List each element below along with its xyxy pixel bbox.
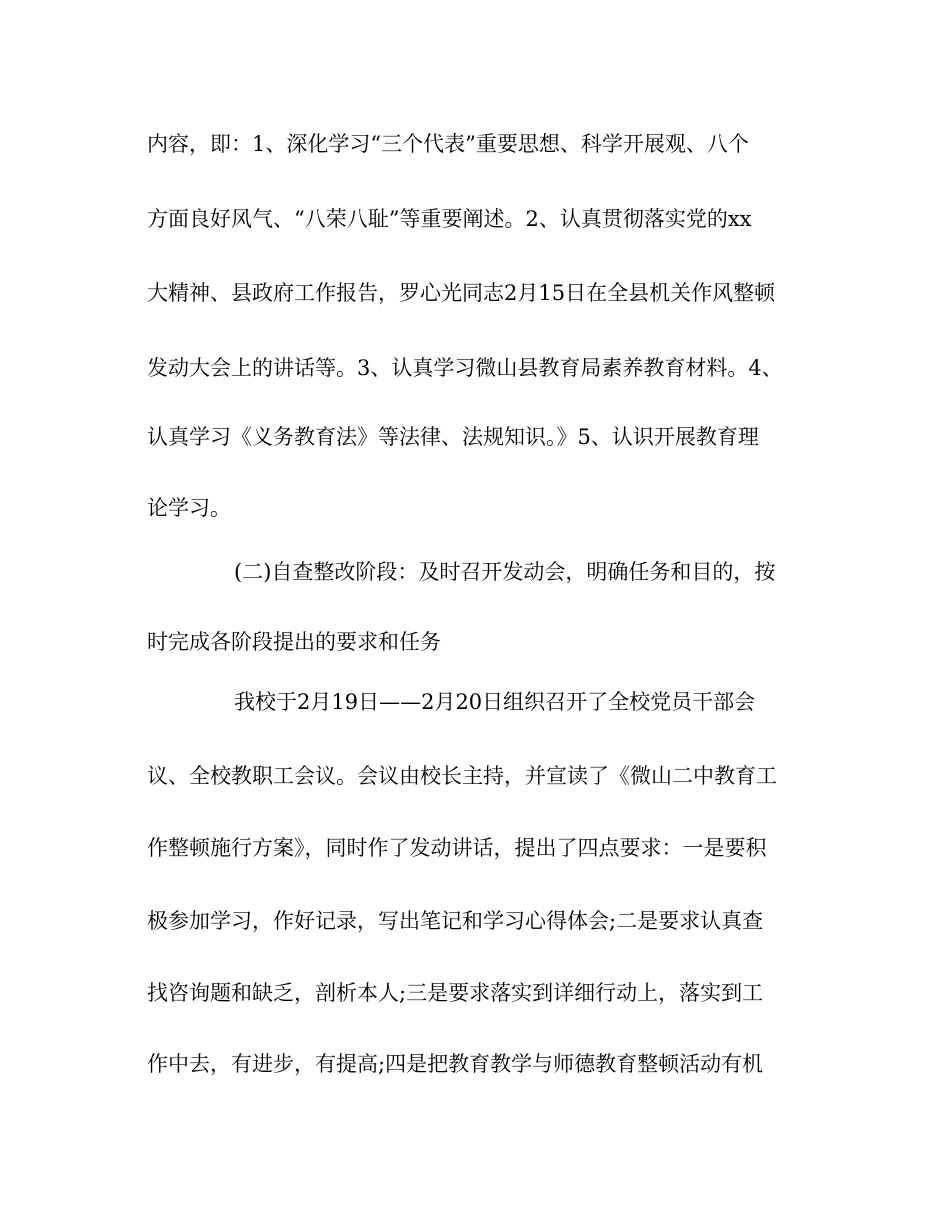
section-heading: (二)自查整改阶段：及时召开发动会，明确任务和目的，按 (234, 560, 776, 584)
paragraph-start: 我校于2月19日——2月20日组织召开了全校党员干部会 (234, 690, 756, 714)
text-line: 议、全校教职工会议。会议由校长主持，并宣读了《微山二中教育工 (147, 764, 777, 788)
text-line: 找咨询题和缺乏，剖析本人;三是要求落实到详细行动上，落实到工 (147, 981, 764, 1005)
text-line: 方面良好风气、“八荣八耻”等重要阐述。2、认真贯彻落实党的xx (147, 207, 752, 231)
text-line: 极参加学习，作好记录，写出笔记和学习心得体会;二是要求认真查 (147, 909, 764, 933)
text-line: 作整顿施行方案》，同时作了发动讲话，提出了四点要求：一是要积 (147, 836, 767, 860)
text-line: 认真学习《义务教育法》等法律、法规知识。》5、认识开展教育理 (147, 425, 759, 449)
text-line: 大精神、县政府工作报告，罗心光同志2月15日在全县机关作风整顿 (147, 281, 776, 305)
text-line: 内容，即：1、深化学习“三个代表”重要思想、科学开展观、八个 (147, 132, 749, 156)
text-line: 作中去，有进步，有提高;四是把教育教学与师德教育整顿活动有机 (147, 1052, 764, 1076)
text-line: 论学习。 (147, 496, 231, 520)
text-line: 时完成各阶段提出的要求和任务 (147, 630, 441, 654)
text-line: 发动大会上的讲话等。3、认真学习微山县教育局素养教育材料。4、 (147, 356, 783, 380)
body-text (147, 0, 807, 1230)
